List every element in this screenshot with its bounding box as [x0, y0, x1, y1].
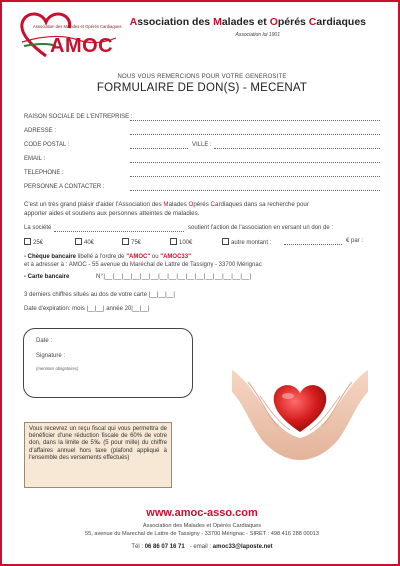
- title-letter-o: O: [269, 16, 278, 28]
- field-ville-label: VILLE :: [192, 142, 212, 148]
- card-prefix: N°: [96, 274, 104, 280]
- cheque-label: - Chèque bancaire: [24, 254, 77, 260]
- mention-note: (mentions obligatoires): [36, 366, 79, 371]
- card-number-boxes[interactable]: |__|__|__|__|__|__|__|__|__|__|__|__|__|__|__|__|: [103, 274, 252, 280]
- cheque-address: et à adresser à : AMOC - 55 avenue du Maréchal de Lattre de Tassigny - 33700 Mérignac: [24, 262, 262, 268]
- title-part: alades et: [221, 16, 270, 28]
- logo-subtitle: Association des Malades et Opérés Cardiaques: [33, 24, 122, 29]
- association-title: [130, 16, 366, 28]
- support-text: apporter aides et soutiens aux personnes atteintes de maladies.: [24, 209, 200, 217]
- card-digits-label: 3 derniers chiffres situés au dos de votre carte: [24, 292, 147, 298]
- societe-line[interactable]: [54, 231, 184, 232]
- amount-label: 40€: [84, 240, 95, 246]
- field-telephone-label: TELEPHONE :: [24, 170, 64, 176]
- field-raison-sociale-line[interactable]: [130, 120, 380, 121]
- support-text: ardiaques dans sa recherche pour: [215, 201, 309, 208]
- amoc-logo: [16, 10, 134, 60]
- title-letter-c: C: [308, 16, 317, 28]
- support-paragraph: [24, 201, 374, 218]
- footer-address: 55, avenue du Marechal de Lattre de Tassigny - 33700 Mérignac - SIRET : 498 416 288 00013: [85, 531, 319, 537]
- other-amount-line[interactable]: [284, 244, 342, 245]
- expiry-label: Date d'expiration: mois: [24, 306, 85, 312]
- card-number-field[interactable]: [96, 274, 251, 280]
- cheque-amoc: "AMOC": [126, 254, 151, 260]
- checkbox[interactable]: [75, 238, 82, 245]
- cheque-line-1: [24, 254, 191, 260]
- field-ville-line[interactable]: [214, 148, 380, 149]
- signature-label: Signature :: [36, 353, 66, 359]
- email-label: - email :: [189, 544, 212, 550]
- title-letter-m: M: [213, 16, 222, 28]
- support-letter: O: [188, 201, 194, 208]
- par-text: € par :: [346, 238, 364, 244]
- tel-number[interactable]: 06 86 07 16 71: [144, 544, 185, 550]
- form-title: FORMULAIRE DE DON(S) - MECENAT: [96, 82, 308, 94]
- societe-label: La société: [24, 225, 52, 231]
- field-raison-sociale-label: RAISON SOCIALE DE L'ENTREPRISE :: [24, 114, 133, 120]
- amount-40-option[interactable]: [75, 238, 94, 246]
- website-link[interactable]: www.amoc-asso.com: [146, 507, 258, 519]
- tel-label: Tél :: [131, 544, 144, 550]
- field-adresse-line[interactable]: [130, 134, 380, 135]
- signature-box[interactable]: [23, 328, 193, 398]
- cheque-text: ou: [150, 254, 161, 260]
- field-adresse-label: ADRESSE :: [24, 128, 57, 134]
- title-part: ardiaques: [316, 16, 366, 28]
- title-part: pérés: [277, 16, 309, 28]
- field-email-label: EMAIL :: [24, 156, 46, 162]
- carte-label-text: - Carte bancaire: [24, 274, 70, 280]
- title-part: ssociation des: [137, 16, 214, 28]
- amount-75-option[interactable]: [122, 238, 141, 246]
- field-email-line[interactable]: [130, 162, 380, 163]
- field-contact-line[interactable]: [130, 190, 380, 191]
- amount-25-option[interactable]: [24, 238, 43, 246]
- association-subtitle: Association loi 1901: [235, 32, 280, 38]
- field-code-postal-line[interactable]: [130, 148, 188, 149]
- expiry-month-boxes[interactable]: |__|__|: [86, 306, 105, 312]
- amount-100-option[interactable]: [170, 238, 192, 246]
- email-link[interactable]: amoc33@laposte.net: [212, 544, 273, 550]
- checkbox[interactable]: [170, 238, 177, 245]
- soutient-text: soutient l'action de l'association en versant un don de :: [188, 225, 334, 231]
- field-code-postal-label: CODE POSTAL :: [24, 142, 70, 148]
- expiry-year-label: année 20: [106, 306, 132, 312]
- date-label: Date :: [36, 338, 53, 344]
- expiry-year-boxes[interactable]: |__|__|: [131, 306, 150, 312]
- support-letter: M: [163, 201, 169, 208]
- footer-contact: [2, 544, 400, 550]
- title-letter-a: A: [129, 16, 138, 28]
- thanks-line: NOUS VOUS REMERCIONS POUR VOTRE GENEROSITE: [117, 74, 287, 80]
- expiry-field[interactable]: [24, 306, 149, 312]
- hands-heart-icon: [230, 352, 370, 462]
- footer-org: Association des Malades et Opérés Cardiaques: [142, 523, 262, 529]
- logo-word: AMOC: [50, 35, 114, 57]
- cheque-amoc33: "AMOC33": [160, 254, 191, 260]
- amount-label: autre montant :: [231, 240, 272, 246]
- cheque-text: libellé à l'ordre de: [76, 254, 127, 260]
- support-letter: C: [210, 201, 216, 208]
- checkbox[interactable]: [122, 238, 129, 245]
- amount-other-option[interactable]: [222, 238, 271, 246]
- checkbox[interactable]: [222, 238, 229, 245]
- support-text: alades: [168, 201, 189, 208]
- amount-label: 100€: [179, 240, 193, 246]
- tax-note: Vous recevrez un reçu fiscal qui vous permettra de bénéficier d'une réduction fiscale de 60% de votre don, dans la limite de 5‰ (5 pour mille) du chiffre d'affaires annuel hors taxe (plafond appliqué à l'ensemble des versements effectués): [24, 422, 172, 488]
- support-text: C'est un très grand plaisir d'aider l'Association des: [24, 201, 164, 208]
- checkbox[interactable]: [24, 238, 31, 245]
- carte-label: [24, 274, 69, 280]
- field-contact-label: PERSONNE A CONTACTER :: [24, 184, 105, 190]
- amount-label: 25€: [33, 240, 44, 246]
- card-digits-boxes[interactable]: |__|__|__|: [148, 292, 175, 298]
- support-text: pérés: [193, 201, 211, 208]
- amount-label: 75€: [131, 240, 142, 246]
- field-telephone-line[interactable]: [130, 176, 380, 177]
- card-digits-field[interactable]: [24, 292, 175, 298]
